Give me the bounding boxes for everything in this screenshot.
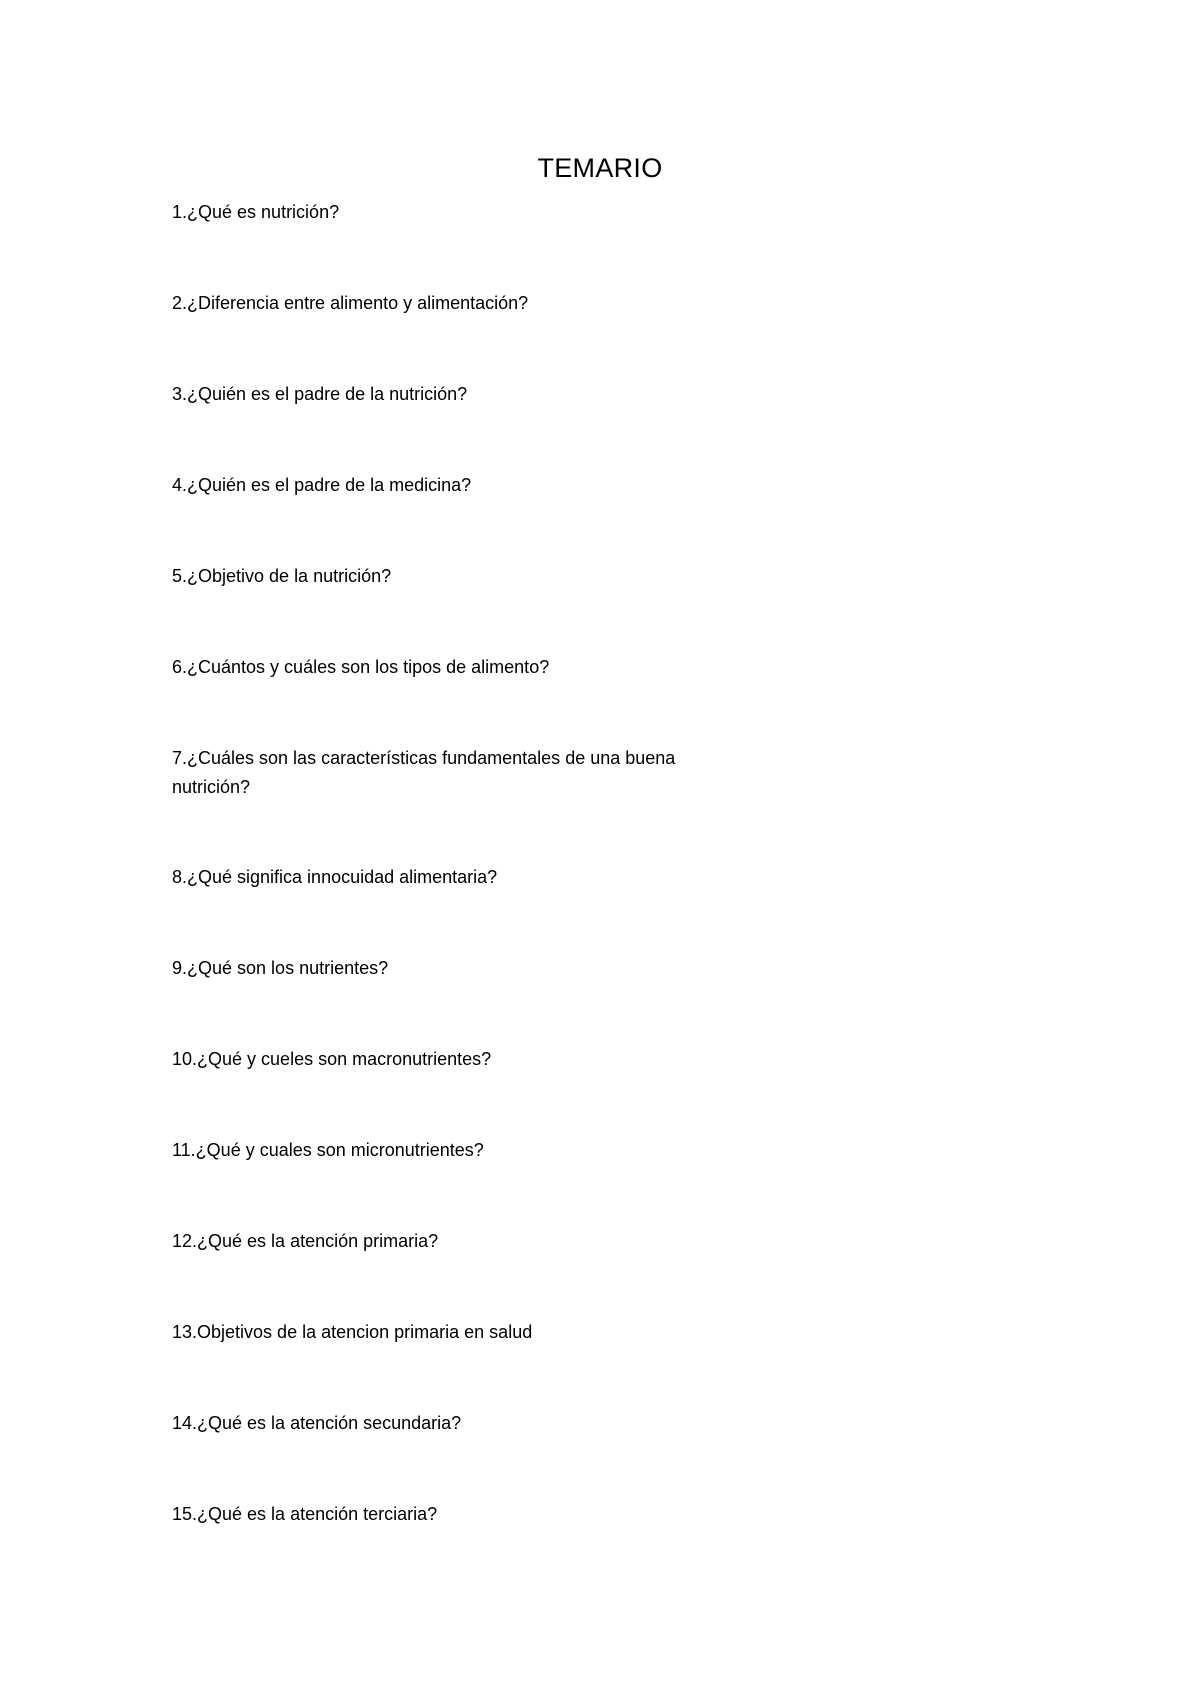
question-list (172, 198, 752, 1591)
question-item-11: 11.¿Qué y cuales son micronutrientes? (172, 1140, 484, 1160)
question-item-10: 10.¿Qué y cueles son macronutrientes? (172, 1049, 492, 1069)
question-item-9: 9.¿Qué son los nutrientes? (172, 958, 389, 978)
question-item-13: 13.Objetivos de la atencion primaria en salud (172, 1322, 533, 1342)
document-title: TEMARIO (537, 153, 663, 183)
question-item-8: 8.¿Qué significa innocuidad alimentaria? (172, 867, 498, 887)
question-item-14: 14.¿Qué es la atención secundaria? (172, 1413, 462, 1433)
question-item-7: 7.¿Cuáles son las características fundamentales de una buena nutrición? (172, 748, 676, 797)
question-item-12: 12.¿Qué es la atención primaria? (172, 1231, 439, 1251)
question-item-3: 3.¿Quién es el padre de la nutrición? (172, 384, 468, 404)
question-item-5: 5.¿Objetivo de la nutrición? (172, 566, 392, 586)
question-item-2: 2.¿Diferencia entre alimento y alimentación? (172, 293, 529, 313)
question-item-15: 15.¿Qué es la atención terciaria? (172, 1504, 438, 1524)
question-item-1: 1.¿Qué es nutrición? (172, 202, 340, 222)
question-item-4: 4.¿Quién es el padre de la medicina? (172, 475, 472, 495)
question-item-6: 6.¿Cuántos y cuáles son los tipos de alimento? (172, 657, 550, 677)
